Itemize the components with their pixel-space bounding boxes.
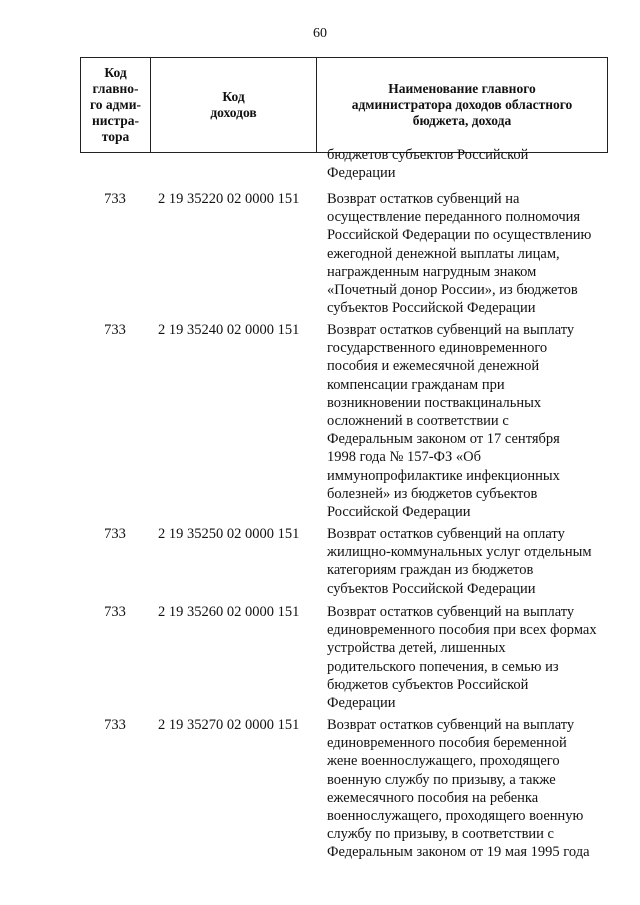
- row-income-code: 2 19 35240 02 0000 151: [158, 322, 300, 338]
- row-income-code: 2 19 35250 02 0000 151: [158, 526, 300, 542]
- row-admin-code: 733: [104, 526, 126, 542]
- row-name: Возврат остатков субвенций на выплату единовременного пособия беременной жене военнослужащего, проходящего военную службу по призыву, а также ежемесячного пособия на ребенка военнослужащего, проходящего военную службу по призыву, в соответствии с Федеральным законом от 19 мая 1995 года: [327, 717, 590, 861]
- table-row-continuation: [80, 146, 608, 184]
- row-name: Возврат остатков субвенций на осуществление переданного полномочия Российской Федерации по осуществлению ежегодной денежной выплаты лицам, награжденным нагрудным знаком «Почетный донор России», из бюджетов субъектов Российской Федерации: [327, 191, 592, 317]
- header-income-code: [151, 58, 317, 152]
- row-name: Возврат остатков субвенций на оплату жилищно-коммунальных услуг отдельным категориям граждан из бюджетов субъектов Российской Федерации: [327, 526, 592, 597]
- header-income-code-label: Код доходов: [210, 89, 257, 120]
- row-income-code: 2 19 35220 02 0000 151: [158, 191, 300, 207]
- header-name-label: Наименование главного администратора доходов областного бюджета, дохода: [351, 81, 573, 128]
- page-number: 60: [313, 26, 327, 41]
- row-income-code: 2 19 35270 02 0000 151: [158, 717, 300, 733]
- header-admin-code-label: Код главно- го адми- нистра- тора: [90, 65, 141, 144]
- row-name: бюджетов субъектов Российской Федерации: [327, 147, 529, 182]
- row-admin-code: 733: [104, 717, 126, 733]
- row-admin-code: 733: [104, 191, 126, 207]
- header-admin-code: [81, 58, 151, 152]
- row-admin-code: 733: [104, 322, 126, 338]
- table-header: [80, 57, 608, 153]
- header-name: [317, 58, 607, 152]
- row-name: Возврат остатков субвенций на выплату государственного единовременного пособия и ежемесячной денежной компенсации гражданам при возникновении поствакцинальных осложнений в соответствии с Федеральным законом от 17 сентября 1998 года № 157-ФЗ «Об иммунопрофилактике инфекционных болезней» из бюджетов субъектов Российской Федерации: [327, 322, 575, 521]
- row-name: Возврат остатков субвенций на выплату единовременного пособия при всех формах устройства детей, лишенных родительского попечения, в семью из бюджетов субъектов Российской Федерации: [327, 604, 597, 712]
- row-admin-code: 733: [104, 604, 126, 620]
- row-income-code: 2 19 35260 02 0000 151: [158, 604, 300, 620]
